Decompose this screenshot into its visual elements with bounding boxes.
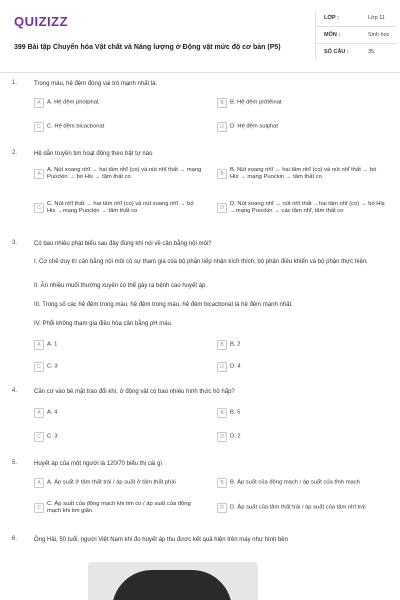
option-text: C. Áp suất của động mạch khi tim co / áp suất của động mạch khi tim giãn [47, 501, 191, 514]
question-6 [10, 536, 394, 556]
option-text: A. 4 [47, 409, 58, 416]
monitor-shape [112, 570, 232, 600]
option-c[interactable] [34, 198, 204, 218]
option-text: D. 2 [230, 433, 241, 440]
option-text: B. Hệ đệm prôtêinat [230, 99, 282, 106]
statement-4: IV. Phổi không tham gia điều hòa cân bằng pH máu. [34, 321, 173, 327]
option-c[interactable] [34, 360, 204, 374]
meta-row-count [316, 44, 396, 60]
option-c[interactable] [34, 120, 204, 134]
option-letter: C [34, 503, 44, 513]
option-text: A. Nút xoang nhĩ → hai tâm nhĩ (co) và nút nhĩ thất → mạng Puockin → bó His → tâm thất co [47, 167, 202, 180]
option-letter: B [217, 478, 227, 488]
question-3 [10, 240, 394, 378]
question-text: Huyết áp của một người là 120/70 biểu thị cái gì [34, 461, 163, 467]
option-letter: C [34, 122, 44, 132]
question-text: Căn cứ vào bề mặt trao đổi khí, ở động vật có bao nhiêu hình thức hô hấp? [34, 389, 235, 395]
question-text: Trong máu, hệ đệm đóng vai trò mạnh nhất là: [34, 81, 158, 87]
option-letter: A [34, 340, 44, 350]
statement-1: I. Cơ chế duy trì cân bằng nội môi có sự tham gia của bộ phận tiếp nhận kích thích, bộ phận điều khiển và bộ phận thực hiện. [34, 259, 368, 265]
option-letter: B [217, 408, 227, 418]
option-text: B. 5 [230, 409, 241, 416]
option-d[interactable] [217, 498, 387, 518]
option-a[interactable] [34, 164, 204, 184]
question-number: 2. [12, 150, 18, 156]
option-letter: B [217, 169, 227, 179]
option-letter: A [34, 169, 44, 179]
question-text: Hệ dẫn truyền tim hoạt động theo trật tự nào [34, 151, 153, 157]
question-text: Có bao nhiêu phát biểu sau đây đúng khi nói về cân bằng nội môi? [34, 241, 212, 247]
option-c[interactable] [34, 430, 204, 444]
option-d[interactable] [217, 198, 387, 218]
option-text: D. Nút xoang nhĩ → nút nhĩ thất →hai tâm nhĩ (co) → bó His →mạng Puockin → các tâm nhĩ, tâm thất co [230, 201, 385, 214]
meta-key: LỚP : [324, 15, 339, 21]
option-a[interactable] [34, 96, 204, 110]
option-text: D. Hệ đệm sulphat [230, 123, 279, 130]
option-c[interactable] [34, 498, 204, 518]
option-b[interactable] [217, 96, 387, 110]
option-text: A. Áp suất ở tâm thất trái / áp suất ở tâm thất phải [47, 479, 176, 486]
option-text: C. Nút nhĩ thất → hai tâm nhĩ (co) và nút xoang nhĩ → bó His →mạng Puockin → tâm thất co [47, 201, 194, 214]
option-b[interactable] [217, 338, 387, 352]
option-letter: D [217, 362, 227, 372]
option-letter: D [217, 203, 227, 213]
meta-row-grade [316, 10, 396, 27]
header-divider [0, 72, 400, 73]
question-number: 3. [12, 240, 18, 246]
blood-pressure-monitor-image [88, 562, 258, 600]
option-d[interactable] [217, 360, 387, 374]
option-a[interactable] [34, 338, 204, 352]
question-number: 1. [12, 80, 18, 86]
option-a[interactable] [34, 406, 204, 420]
question-4 [10, 388, 394, 448]
option-text: D. 4 [230, 363, 241, 370]
option-text: B. Áp suất của động mạch / áp suất của tĩnh mạch [230, 479, 360, 486]
option-letter: A [34, 98, 44, 108]
option-b[interactable] [217, 164, 387, 184]
worksheet-header [10, 8, 390, 66]
option-letter: B [217, 340, 227, 350]
question-number: 4. [12, 388, 18, 394]
question-5 [10, 460, 394, 530]
option-text: B. 2 [230, 341, 241, 348]
option-letter: B [217, 98, 227, 108]
statement-3: III. Trong số các hệ đệm trong máu, hệ đệm trong máu, hệ đệm bicacbonat là hệ đệm mạnh nhất. [34, 302, 293, 308]
question-number: 5. [12, 460, 18, 466]
quizizz-logo: QUIZIZZ [14, 14, 69, 29]
question-2 [10, 150, 394, 230]
meta-row-subject [316, 27, 396, 44]
option-letter: A [34, 408, 44, 418]
option-letter: D [217, 503, 227, 513]
option-text: C. 3 [47, 363, 58, 370]
option-b[interactable] [217, 406, 387, 420]
option-letter: C [34, 203, 44, 213]
option-letter: D [217, 122, 227, 132]
option-letter: D [217, 432, 227, 442]
worksheet-meta [315, 10, 396, 60]
option-letter: C [34, 362, 44, 372]
question-text: Ông Hải, 50 tuổi, người Việt Nam khi đo huyết áp thu được kết quả hiện trên máy như hình bên [34, 537, 288, 543]
option-letter: A [34, 478, 44, 488]
meta-value: 35 [368, 49, 375, 55]
question-number: 6. [12, 536, 18, 542]
option-a[interactable] [34, 476, 204, 490]
meta-key: MÔN : [324, 32, 341, 38]
option-letter: C [34, 432, 44, 442]
meta-value: Sinh học [368, 32, 390, 38]
option-text: C. 3 [47, 433, 58, 440]
meta-key: SỐ CÂU : [324, 49, 349, 55]
option-text: D. Áp suất của tâm thất trái / áp suất của tâm nhĩ trái [230, 504, 366, 511]
option-text: B. Nút xoang nhĩ → hai tâm nhĩ (co) và nút nhĩ thất → bó His → mạng Puockin → tâm thất co [230, 167, 377, 180]
option-text: A. Hệ đệm photphat [47, 99, 99, 106]
statement-2: II. Ăn nhiều muối thường xuyên có thể gây ra bệnh cao huyết áp. [34, 283, 208, 289]
option-b[interactable] [217, 476, 387, 490]
meta-value: Lớp 11 [368, 15, 385, 21]
option-text: C. Hệ đệm bicacbonat [47, 123, 105, 130]
worksheet-title: 399 Bài tập Chuyển hóa Vật chất và Năng lượng ở Động vật mức độ cơ bản (P5) [14, 44, 281, 51]
option-d[interactable] [217, 430, 387, 444]
option-text: A. 1 [47, 341, 58, 348]
question-1 [10, 80, 394, 140]
option-d[interactable] [217, 120, 387, 134]
